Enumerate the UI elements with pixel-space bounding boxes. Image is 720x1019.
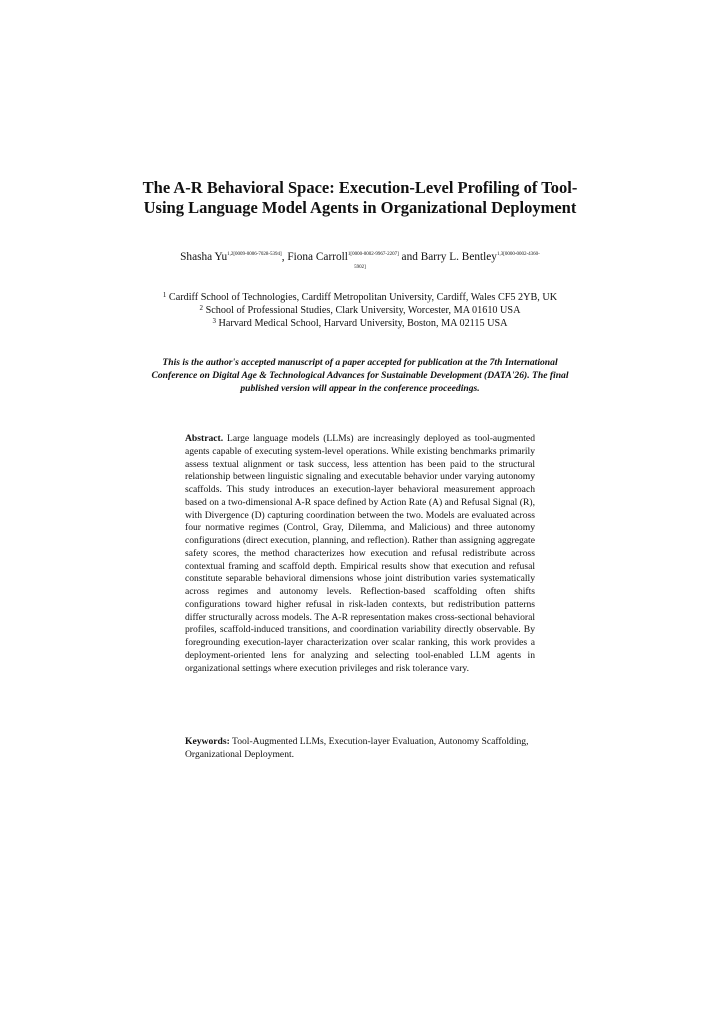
author-list [150, 249, 570, 271]
affiliation-number: 3 [212, 317, 216, 325]
affiliation-item [140, 317, 580, 330]
affiliation-text: Harvard Medical School, Harvard University, Boston, MA 02115 USA [218, 318, 508, 329]
keywords [185, 736, 535, 762]
affiliation-item [140, 304, 580, 317]
author-name: Shasha Yu [180, 251, 228, 263]
author-affiliation-mark: 1[0000-0002-9967-2207] [347, 252, 399, 257]
affiliation-text: Cardiff School of Technologies, Cardiff Metropolitan University, Cardiff, Wales CF5 2YB, UK [168, 292, 558, 303]
author-affiliation-mark: 1,2[0009-0006-7028-5394] [227, 252, 282, 257]
author-affiliation-mark-continued: 5902] [354, 265, 366, 270]
abstract [185, 433, 535, 675]
author-name: Fiona Carroll [287, 251, 348, 263]
author-separator: , [281, 251, 288, 263]
affiliation-item [140, 291, 580, 304]
affiliation-list [140, 291, 580, 330]
keywords-label: Keywords: [185, 736, 230, 747]
author-separator: and [398, 251, 421, 263]
abstract-label: Abstract. [185, 433, 224, 444]
abstract-text: Large language models (LLMs) are increasingly deployed as tool-augmented agents capable of executing system-level operations. While existing benchmarks primarily assess textual alignment or task success, less attention has been paid to the structural relationship between linguistic signaling and executable behavior under varying autonomy scaffolds. This study introduces an execution-layer behavioral measurement approach based on a two-dimensional A-R space defined by Action Rate (A) and Refusal Signal (R), with Divergence (D) capturing coordination between the two. Models are evaluated across four normative regimes (Control, Gray, Dilemma, and Malicious) and three autonomy configurations (direct execution, planning, and reflection). Rather than assigning aggregate safety scores, the method characterizes how execution and refusal redistribute across contextual framing and scaffold depth. Empirical results show that execution and refusal constitute separable behavioral dimensions whose joint distribution varies systematically across regimes and autonomy levels. Reflection-based scaffolding often shifts configurations toward higher refusal in risk-laden contexts, but redistribution patterns differ structurally across models. The A-R representation makes cross-sectional behavioral profiles, scaffold-induced transitions, and coordination variability directly observable. By foregrounding execution-layer characterization over scalar ranking, this work provides a deployment-oriented lens for analyzing and selecting tool-enabled LLM agents in organizational settings where execution privileges and risk tolerance vary. [185, 433, 535, 674]
manuscript-notice: This is the author's accepted manuscript of a paper accepted for publication at the 7th International Conference on Digital Age & Technological Advances for Sustainable Development (DATA'26). The final published version will appear in the conference proceedings. [151, 357, 569, 394]
paper-title: The A-R Behavioral Space: Execution-Level Profiling of Tool-Using Language Model Agents in Organizational Deployment [142, 178, 578, 217]
affiliation-text: School of Professional Studies, Clark University, Worcester, MA 01610 USA [205, 305, 521, 316]
author-name: Barry L. Bentley [420, 251, 497, 263]
affiliation-number: 1 [162, 291, 167, 299]
author-affiliation-mark: 1,3[0000-0002-4360- [496, 252, 540, 257]
affiliation-number: 2 [199, 304, 204, 312]
keywords-text: Tool-Augmented LLMs, Execution-layer Evaluation, Autonomy Scaffolding, Organizational Deployment. [185, 736, 529, 760]
